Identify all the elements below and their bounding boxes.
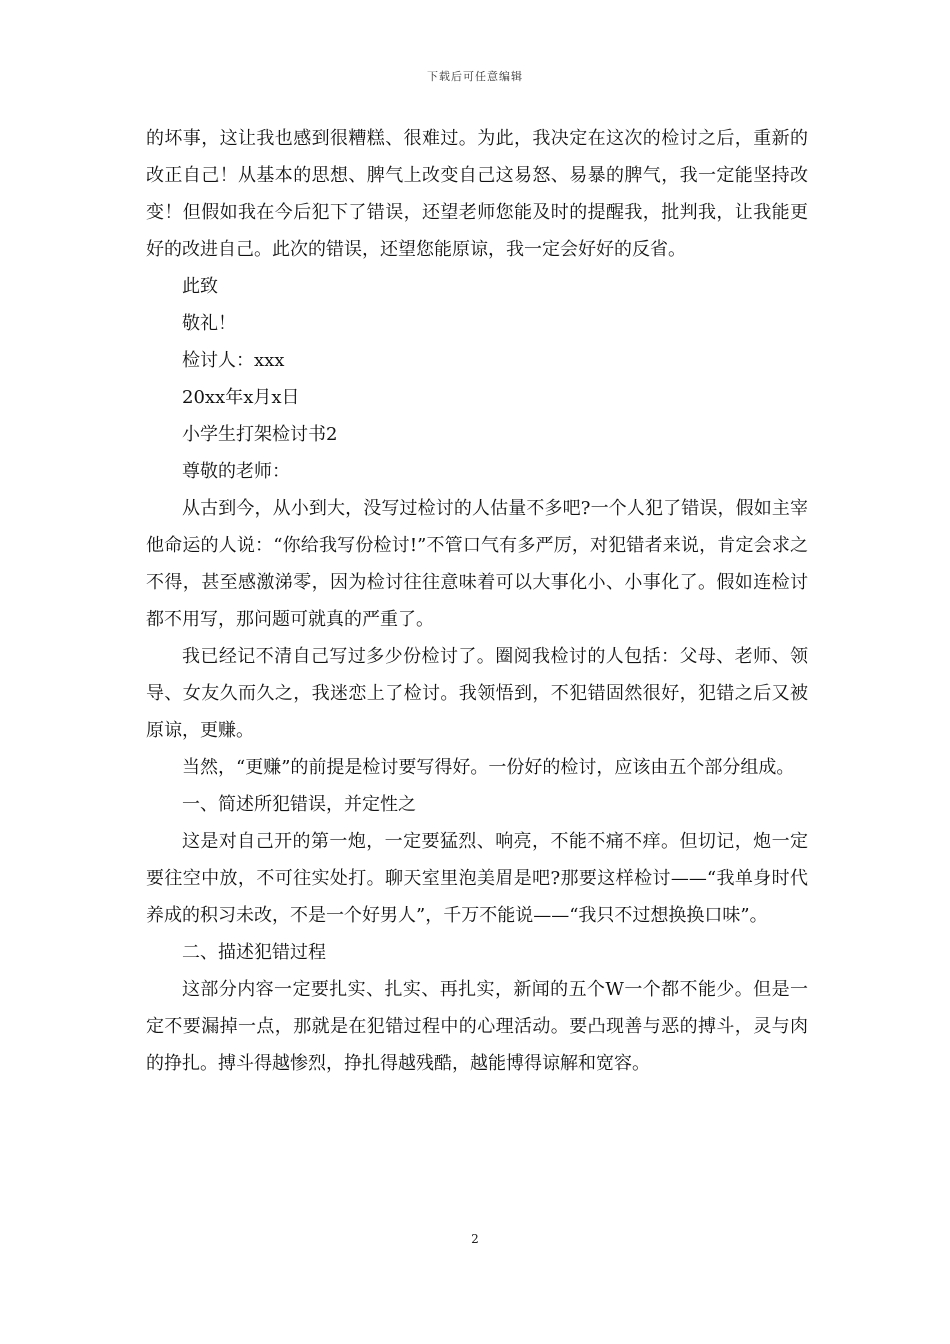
- heading-1: 一、简述所犯错误，并定性之: [182, 794, 416, 815]
- date-line: 20xx年x月x日: [182, 387, 300, 408]
- paragraph-5: 这是对自己开的第一炮，一定要猛烈、响亮，不能不痛不痒。但切记，炮一定要往空中放，不可往实处打。聊天室里泡美眉是吧?那要这样检讨——“我单身时代养成的积习未改，不是一个好男人”，千万不能说——“我只不过想换换口味”。: [146, 831, 808, 926]
- closing-regards: 敬礼！: [182, 313, 236, 334]
- page-header: 下载后可任意编辑: [427, 70, 523, 83]
- paragraph-3: 我已经记不清自己写过多少份检讨了。圈阅我检讨的人包括：父母、老师、领导、女友久而久之，我迷恋上了检讨。我领悟到，不犯错固然很好，犯错之后又被原谅，更赚。: [146, 646, 808, 741]
- paragraph-2: 从古到今，从小到大，没写过检讨的人估量不多吧?一个人犯了错误，假如主宰他命运的人说：“你给我写份检讨!”不管口气有多严厉，对犯错者来说，肯定会求之不得，甚至感激涕零，因为检讨往往意味着可以大事化小、小事化了。假如连检讨都不用写，那问题可就真的严重了。: [146, 498, 808, 630]
- paragraph-6: 这部分内容一定要扎实、扎实、再扎实，新闻的五个W一个都不能少。但是一定不要漏掉一点，那就是在犯错过程中的心理活动。要凸现善与恶的搏斗，灵与肉的挣扎。搏斗得越惨烈，挣扎得越残酷，越能博得谅解和宽容。: [146, 979, 808, 1074]
- heading-2: 二、描述犯错过程: [182, 942, 326, 963]
- paragraph-1: 的坏事，这让我也感到很糟糕、很难过。为此，我决定在这次的检讨之后，重新的改正自己！从基本的思想、脾气上改变自己这易怒、易暴的脾气，我一定能坚持改变！但假如我在今后犯下了错误，还望老师您能及时的提醒我，批判我，让我能更好的改进自己。此次的错误，还望您能原谅，我一定会好好的反省。: [146, 128, 808, 260]
- signature-line: 检讨人：xxx: [182, 350, 285, 371]
- section-title: 小学生打架检讨书2: [182, 424, 338, 445]
- closing-salutation: 此致: [182, 276, 218, 297]
- greeting: 尊敬的老师：: [182, 461, 290, 482]
- paragraph-4: 当然，“更赚”的前提是检讨要写得好。一份好的检讨，应该由五个部分组成。: [182, 757, 795, 778]
- document-body: [146, 120, 808, 1082]
- page-number: 2: [471, 1232, 479, 1246]
